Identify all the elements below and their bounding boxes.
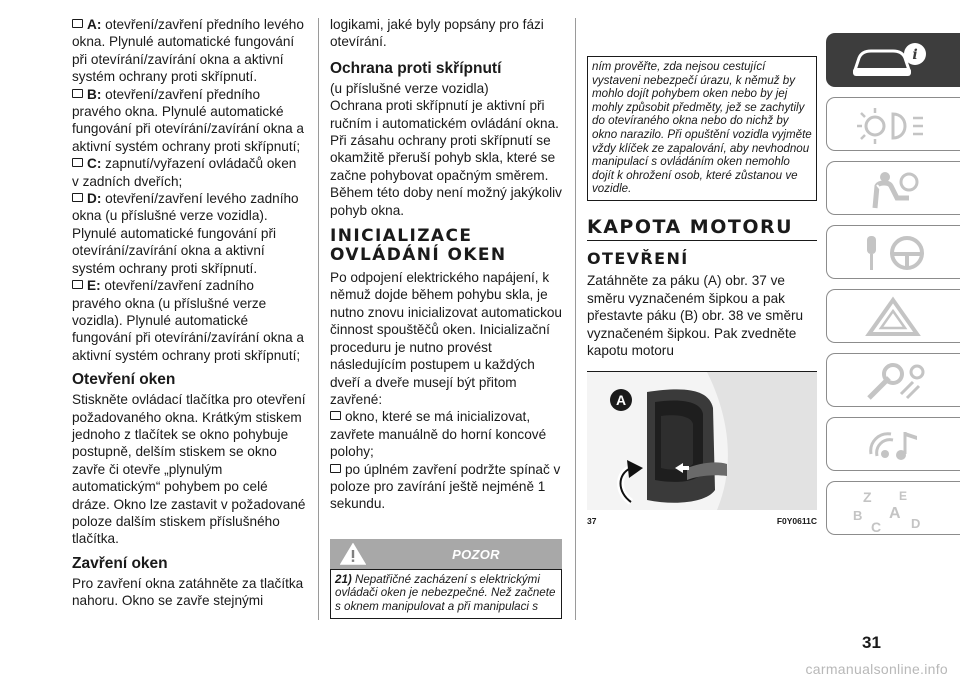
paragraph-c: [72, 155, 306, 190]
warning-title: POZOR: [452, 546, 500, 562]
figure-caption: [587, 513, 817, 530]
text-d: otevření/zavření levého zadního okna (u příslušné verze vozidla). Plynulé automatické fungování při otevírání/zavírání okna a aktivní systém ochrany proti skřípnutí.: [72, 191, 299, 276]
bullet-2-text: po úplném zavření podržte spínač v poloze pro zavírání ještě nejméně 1 sekundu.: [330, 461, 561, 512]
warning-header: [330, 539, 562, 569]
key-steering-wheel-icon: [849, 232, 945, 274]
index-letter: Z: [863, 489, 872, 505]
maintenance-tools-icon: [849, 360, 945, 402]
anti-pinch-text-2: Při zásahu ochrany proti skřípnutí se okamžitě přeruší pohyb skla, které se začne pohybovat opačným směrem. Během této doby není možný jakýkoliv pohyb okna.: [330, 133, 562, 218]
index-letter: B: [853, 508, 863, 523]
index-letter: A: [889, 505, 901, 522]
heading-close-windows: Zavření oken: [72, 554, 168, 572]
figure-marker-a: A: [615, 392, 627, 409]
warning-box: [330, 539, 562, 619]
watermark: carmanualsonline.info: [805, 661, 948, 677]
column-left: [72, 16, 306, 610]
text-c: zapnutí/vyřazení ovládačů oken v zadních dveřích;: [72, 156, 297, 189]
heading-open-windows: Otevření oken: [72, 371, 176, 389]
tab-car-info[interactable]: [826, 33, 960, 87]
warning-continuation: ním prověřte, zda nejsou cestující vystaveni nebezpečí úrazu, k němuž by mohlo dojít pohybem oken nebo by jej mohly způsobit předměty, jež se zachytily do otevíraného okna nebo do nichž by okno narazilo. Při opuštění vozidla vyjměte vždy klíček ze zapalování, aby nevhodnou manipulací s ovládáním oken nemohlo dojít k ohrožení osob, které zůstanou ve vozidle.: [587, 56, 817, 201]
window-switch-icon: [72, 280, 83, 289]
warning-body: [330, 569, 562, 619]
text-a: otevření/zavření předního levého okna. Plynulé automatické fungování při otevírání/zavírání okna a aktivní systém ochrany proti skřípnutí.: [72, 17, 304, 85]
bullet-2: [330, 461, 562, 513]
heading-anti-pinch: Ochrana proti skřípnutí: [330, 59, 502, 77]
figure-number: 37: [587, 516, 597, 527]
column-right: [587, 58, 817, 531]
warning-number: 21): [335, 572, 352, 586]
paragraph-b: [72, 86, 306, 156]
dashboard-lights-icon: [849, 104, 945, 146]
tab-maintenance[interactable]: [826, 353, 960, 407]
index-letter: E: [899, 489, 908, 503]
car-info-icon: [849, 40, 945, 82]
paragraph-a: [72, 16, 306, 86]
figure-bonnet-lever: [587, 371, 817, 510]
tab-dashboard-lights[interactable]: [826, 97, 960, 151]
continuation-text: logikami, jaké byly popsány pro fázi otevírání.: [330, 17, 544, 50]
multimedia-icon: [849, 424, 945, 466]
chapter-tabs: [826, 33, 960, 545]
text-b: otevření/zavření předního pravého okna. Plynulé automatické fungování při otevírání/zavírání okna a aktivní systém ochrany proti skřípnutí;: [72, 86, 304, 154]
label-a: A:: [87, 17, 102, 32]
heading-initialization: INICIALIZACE OVLÁDÁNÍ OKEN: [330, 226, 507, 266]
initialization-text: Po odpojení elektrického napájení, k němuž dojde během pohybu skla, je nutno znovu inicializovat automatickou činnost spouštěčů oken. Inicializační proceduru je nutno provést následujícím postupem u každých dveří a dveře musejí být přitom zavřené:: [330, 270, 562, 407]
paragraph-e: [72, 277, 306, 364]
heading-engine-bonnet: KAPOTA MOTORU: [587, 219, 817, 241]
warning-text: Nepatřičné zacházení s elektrickými ovládači oken je nebezpečné. Než začnete s oknem manipulovat a při manipulaci s: [335, 572, 556, 613]
anti-pinch-text-1: Ochrana proti skřípnutí je aktivní při ručním i automatickém ovládání okna.: [330, 98, 559, 131]
close-windows-text: Pro zavření okna zatáhněte za tlačítka nahoru. Okno se zavře stejnými: [72, 575, 304, 609]
tab-emergency[interactable]: [826, 289, 960, 343]
label-d: D:: [87, 191, 102, 207]
airbag-seatbelt-icon: [849, 168, 945, 210]
column-divider: [318, 18, 319, 620]
warning-triangle-icon: [849, 296, 945, 338]
svg-text:i: i: [912, 47, 918, 63]
window-switch-icon: [72, 193, 83, 202]
window-switch-icon: [72, 89, 83, 98]
column-middle: [330, 16, 562, 619]
opening-text: Zatáhněte za páku (A) obr. 37 ve směru vyznačeném šipkou a pak přestavte páku (B) obr. 38 ve směru vyznačeném šipkou. Pak zvedněte kapotu motoru: [587, 273, 804, 358]
tab-starting-driving[interactable]: [826, 225, 960, 279]
label-b: B:: [87, 86, 102, 102]
tab-safety[interactable]: [826, 161, 960, 215]
tab-index[interactable]: [826, 481, 960, 535]
bullet-icon: [330, 464, 341, 473]
tab-multimedia[interactable]: [826, 417, 960, 471]
label-c: C:: [87, 156, 102, 172]
heading-opening: OTEVŘENÍ: [587, 249, 689, 269]
label-e: E:: [87, 278, 101, 294]
page-number: 31: [862, 633, 881, 652]
window-switch-icon: [72, 19, 83, 28]
column-divider: [575, 18, 576, 620]
text-e: otevření/zavření zadního pravého okna (u příslušné verze vozidla). Plynulé automatické fungování při otevírání/zavírání okna a aktivní systém ochrany proti skřípnutí;: [72, 278, 304, 363]
index-letter: C: [871, 519, 882, 534]
paragraph-d: [72, 190, 306, 277]
index-letter: D: [911, 516, 921, 531]
open-windows-text: Stiskněte ovládací tlačítka pro otevření požadovaného okna. Krátkým stiskem jednoho z tlačítek se okno pohybuje postupně, delším stiskem se okno zavře či otevře „plynulým automatickým“ pohybem po celé dráze. Okno lze zastavit v požadované poloze dalším stiskem příslušného tlačítka.: [72, 392, 306, 547]
anti-pinch-subtitle: (u příslušné verze vozidla): [330, 80, 489, 96]
figure-code: F0Y0611C: [776, 516, 817, 527]
bullet-1-text: okno, které se má inicializovat, zavřete manuálně do horní koncové polohy;: [330, 409, 547, 460]
bullet-icon: [330, 411, 341, 420]
alphabetical-index-icon: [849, 488, 945, 534]
bullet-1: [330, 408, 562, 460]
bonnet-lever-illustration: [587, 372, 817, 510]
window-switch-icon: [72, 158, 83, 167]
